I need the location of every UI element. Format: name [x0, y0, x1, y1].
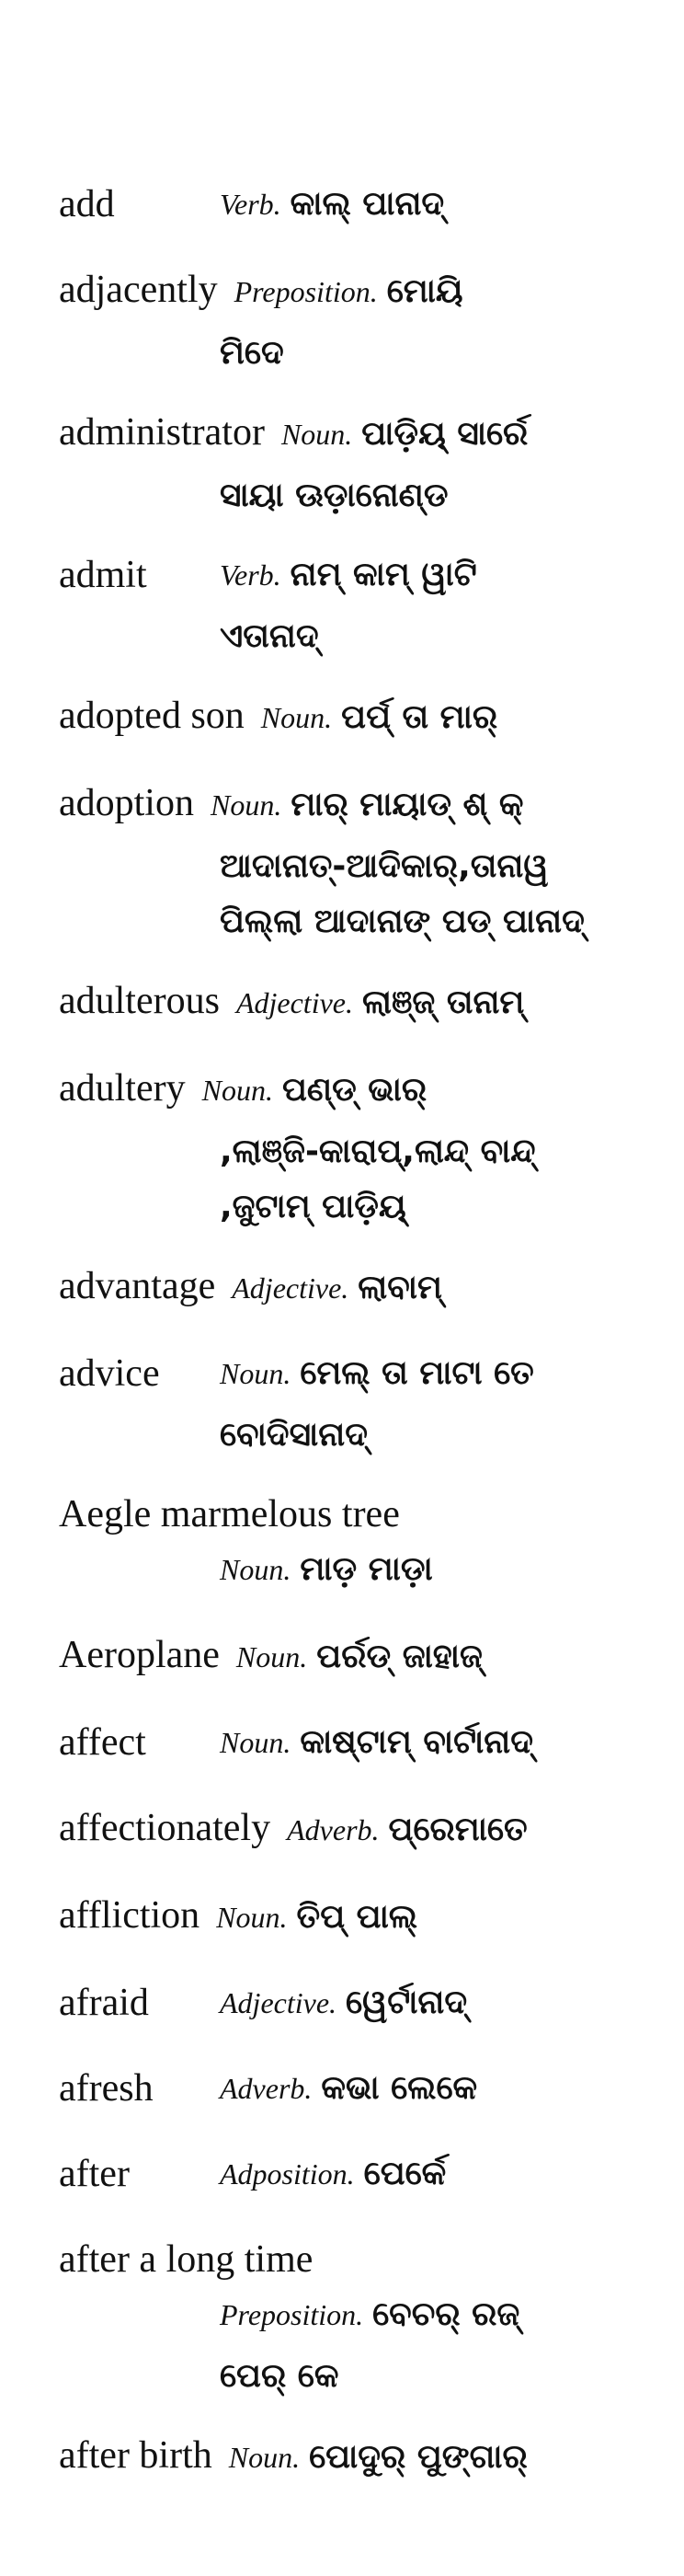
entry-part-of-speech: Adjective.: [220, 1986, 337, 2019]
entry-part-of-speech: Noun.: [220, 1357, 291, 1390]
entry-part-of-speech: Noun.: [216, 1901, 288, 1934]
entry-definition: [220, 2061, 629, 2122]
entry-word: afraid: [59, 1982, 149, 2024]
glossary-entry: [59, 262, 629, 381]
entry-part-of-speech: Noun.: [220, 1553, 291, 1586]
entry-definition: [186, 1063, 629, 1124]
entry-definition: [265, 407, 629, 468]
entry-word: admit: [59, 554, 147, 596]
entry-meaning: କାଲ୍ ପାନାଦ୍: [290, 185, 445, 223]
entry-word: affliction: [59, 1894, 200, 1937]
entry-part-of-speech: Adverb.: [287, 1813, 380, 1846]
entry-word: adopted son: [59, 695, 245, 737]
glossary-entry: [59, 1627, 629, 1691]
entry-definition: [194, 777, 629, 839]
entry-word: add: [59, 183, 115, 225]
entry-meaning-continued: ସାୟା ଊଡ଼ାନୋଣ୍ଡ: [220, 477, 449, 514]
entry-definition: [212, 2430, 629, 2491]
entry-word: adoption: [59, 782, 194, 824]
entry-meaning: ପଣ୍ଡ୍ ଭାର୍: [281, 1071, 428, 1109]
glossary-entry: [59, 973, 629, 1037]
entry-word: advice: [59, 1352, 160, 1395]
entry-definition: [59, 1542, 629, 1604]
entry-part-of-speech: Verb.: [220, 188, 281, 221]
entry-definition: [220, 1975, 629, 2037]
entry-definition: [215, 1260, 629, 1322]
entry-meaning: ପର୍ପ୍ ତା ମାର୍: [341, 698, 498, 736]
entry-meaning: ପର୍ରଡ୍ ଜାହାଜ୍: [316, 1638, 483, 1675]
entry-part-of-speech: Adposition.: [220, 2157, 355, 2191]
entry-meaning-continued: ପିଲ୍ଲା ଆଦାନାଙ୍ ପଡ୍ ପାନାଦ୍: [220, 903, 585, 940]
entry-meaning-continued: ଆଦାନାତ୍-ଆଦିକାର୍,ତାନାୱ: [220, 847, 549, 885]
entry-part-of-speech: Noun.: [235, 1640, 308, 1673]
entry-definition: [270, 1802, 629, 1864]
entry-meaning: ୱେର୍ଟାନାଦ୍: [346, 1984, 468, 2021]
glossary-entry: [59, 1715, 629, 1777]
entry-word: affect: [59, 1721, 146, 1764]
entry-meaning: ନାମ୍ କାମ୍ ୱାଟି: [290, 556, 477, 593]
glossary-entry: [59, 776, 629, 949]
entry-word: adulterous: [59, 980, 220, 1022]
entry-meaning: ପାଡ଼ିୟ୍ ସାର୍ରେ: [361, 415, 529, 453]
glossary-entry: [59, 1346, 629, 1463]
entry-meaning: ମେଲ୍ ତା ମାଟା ତେ: [300, 1354, 534, 1392]
entry-word: adjacently: [59, 269, 218, 311]
entry-word: affectionately: [59, 1807, 271, 1849]
glossary-entry: [59, 2232, 629, 2404]
entry-definition: [200, 1890, 629, 1951]
entry-definition: [220, 547, 629, 664]
glossary-entry: [59, 2428, 629, 2491]
glossary-entry: [59, 688, 629, 752]
entry-part-of-speech: Noun.: [228, 2441, 301, 2474]
entry-part-of-speech: Noun.: [260, 701, 333, 734]
entry-meaning-continued: ,ଜୁଟାମ୍ ପାଡ଼ିୟ୍: [220, 1188, 406, 1225]
entry-meaning: ମୋୟି: [386, 272, 463, 310]
entry-part-of-speech: Noun.: [220, 1726, 291, 1759]
entry-meaning: କାଷ୍ଟାମ୍ ବାର୍ଟାନାଦ୍: [300, 1723, 533, 1761]
glossary-entry: [59, 1259, 629, 1322]
entry-word: advantage: [59, 1265, 216, 1307]
entry-word: Aeroplane: [59, 1634, 220, 1676]
entry-part-of-speech: Verb.: [220, 558, 281, 592]
glossary-entry: [59, 547, 629, 664]
entry-meaning-continued: ମିଦେ: [220, 334, 284, 372]
entry-meaning: ଲାଞ୍ଜ୍ ତାନାମ୍: [361, 983, 525, 1021]
glossary-entry: [59, 1487, 629, 1604]
entry-meaning: ପୋଦୁର୍ ପୁଙ୍ଗାର୍: [309, 2438, 528, 2476]
glossary-entry: [59, 1888, 629, 1951]
entry-meaning: ପ୍ରେମାତେ: [388, 1811, 528, 1848]
entry-part-of-speech: Noun.: [201, 1074, 273, 1107]
entry-part-of-speech: Preposition.: [234, 275, 378, 308]
entry-definition: [220, 177, 629, 238]
entry-definition: [220, 1715, 629, 1777]
glossary-list: [59, 177, 629, 2515]
entry-word: Aegle marmelous tree: [59, 1493, 400, 1535]
entry-meaning: କଭା ଲେକେ: [321, 2069, 478, 2107]
entry-word: after a long time: [59, 2238, 314, 2281]
entry-part-of-speech: Adverb.: [220, 2072, 313, 2105]
entry-definition: [218, 264, 629, 326]
entry-word: adultery: [59, 1067, 186, 1110]
entry-meaning: ମାଡ଼ ମାଡ଼ା: [300, 1550, 433, 1588]
entry-meaning-continued: ,ଲାଞ୍ଜି-କାରାପ୍,ଲାନ୍ଦ୍ ବାନ୍ଦ୍: [220, 1133, 536, 1170]
entry-word: after: [59, 2153, 130, 2195]
glossary-entry: [59, 177, 629, 238]
glossary-entry: [59, 2061, 629, 2122]
entry-part-of-speech: Noun.: [210, 788, 282, 822]
entry-meaning: ଲାବାମ୍: [358, 1269, 442, 1306]
entry-part-of-speech: Preposition.: [220, 2298, 364, 2331]
glossary-entry: [59, 1061, 629, 1235]
entry-meaning: ତିପ୍ ପାଲ୍: [296, 1898, 418, 1936]
entry-word: administrator: [59, 411, 265, 454]
entry-meaning: ବେଚର୍ ରଜ୍: [372, 2295, 520, 2333]
entry-meaning-continued: ବୋଦିସାନାଦ୍: [220, 1416, 368, 1454]
entry-meaning-continued: ପେର୍ କେ: [220, 2357, 339, 2395]
entry-definition: [220, 975, 629, 1037]
glossary-entry: [59, 1975, 629, 2037]
entry-meaning: ପେର୍କେ: [363, 2155, 447, 2192]
entry-definition: [220, 2146, 629, 2208]
entry-meaning: ମାର୍ ମାୟାଡ୍ ଶ୍ କ୍: [291, 786, 524, 823]
entry-word: after birth: [59, 2434, 212, 2477]
entry-definition: [59, 2287, 629, 2404]
glossary-entry: [59, 405, 629, 523]
entry-definition: [220, 1629, 629, 1691]
entry-part-of-speech: Adjective.: [235, 986, 353, 1019]
entry-word: afresh: [59, 2067, 154, 2110]
entry-meaning-continued: ଏତାନାଦ୍: [220, 617, 319, 655]
glossary-entry: [59, 2146, 629, 2208]
glossary-entry: [59, 1800, 629, 1864]
entry-part-of-speech: Adjective.: [232, 1271, 349, 1305]
entry-part-of-speech: Noun.: [280, 418, 353, 451]
entry-definition: [245, 690, 629, 752]
entry-definition: [220, 1346, 629, 1463]
